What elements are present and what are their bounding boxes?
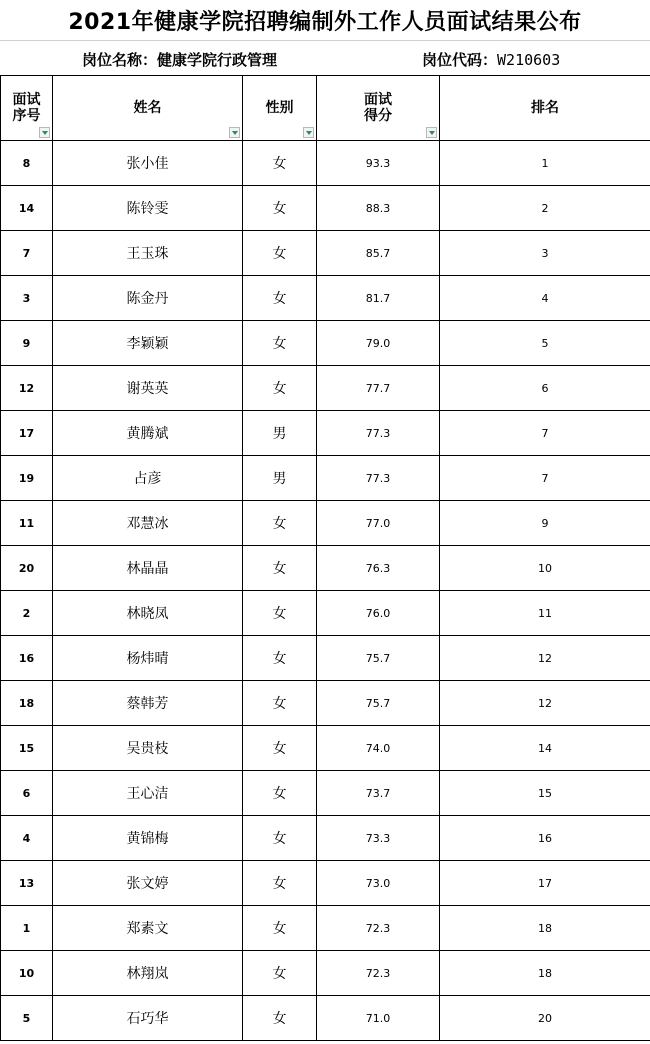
cell-seq[interactable]: 15 bbox=[1, 726, 53, 771]
cell-rank[interactable]: 4 bbox=[440, 276, 650, 321]
cell-gender[interactable]: 女 bbox=[243, 186, 317, 231]
cell-rank[interactable]: 20 bbox=[440, 996, 650, 1041]
filter-dropdown-icon[interactable] bbox=[303, 127, 314, 138]
cell-seq[interactable]: 2 bbox=[1, 591, 53, 636]
cell-name[interactable]: 谢英英 bbox=[53, 366, 243, 411]
cell-name[interactable]: 陈铃雯 bbox=[53, 186, 243, 231]
table-row bbox=[1, 681, 650, 726]
cell-score[interactable]: 81.7 bbox=[317, 276, 440, 321]
cell-score[interactable]: 76.0 bbox=[317, 591, 440, 636]
cell-rank[interactable]: 15 bbox=[440, 771, 650, 816]
cell-rank[interactable]: 18 bbox=[440, 951, 650, 996]
table-row bbox=[1, 186, 650, 231]
cell-score[interactable]: 75.7 bbox=[317, 681, 440, 726]
cell-score[interactable]: 88.3 bbox=[317, 186, 440, 231]
cell-name[interactable]: 王玉珠 bbox=[53, 231, 243, 276]
cell-seq[interactable]: 18 bbox=[1, 681, 53, 726]
header-seq-line1: 面试 bbox=[12, 92, 41, 108]
header-name-label: 姓名 bbox=[133, 100, 162, 116]
table-row bbox=[1, 141, 650, 186]
cell-gender[interactable]: 女 bbox=[243, 996, 317, 1041]
cell-rank[interactable]: 14 bbox=[440, 726, 650, 771]
table-row bbox=[1, 816, 650, 861]
table-row bbox=[1, 636, 650, 681]
cell-seq[interactable]: 6 bbox=[1, 771, 53, 816]
filter-dropdown-icon[interactable] bbox=[229, 127, 240, 138]
cell-name[interactable]: 林晓凤 bbox=[53, 591, 243, 636]
header-score-line1: 面试 bbox=[364, 92, 392, 108]
table-row bbox=[1, 771, 650, 816]
cell-name[interactable]: 吴贵枝 bbox=[53, 726, 243, 771]
position-code-label: 岗位代码： bbox=[422, 51, 498, 69]
cell-name[interactable]: 林晶晶 bbox=[53, 546, 243, 591]
position-code: W210603 bbox=[497, 51, 561, 69]
cell-rank[interactable]: 12 bbox=[440, 681, 650, 726]
cell-seq[interactable]: 20 bbox=[1, 546, 53, 591]
cell-gender[interactable]: 女 bbox=[243, 681, 317, 726]
results-table bbox=[0, 75, 650, 1041]
table-row bbox=[1, 996, 650, 1041]
sheet-title: 2021年健康学院招聘编制外工作人员面试结果公布 bbox=[0, 0, 650, 41]
cell-score[interactable]: 77.3 bbox=[317, 456, 440, 501]
cell-gender[interactable]: 女 bbox=[243, 906, 317, 951]
cell-rank[interactable]: 9 bbox=[440, 501, 650, 546]
cell-gender[interactable]: 女 bbox=[243, 546, 317, 591]
cell-rank[interactable]: 1 bbox=[440, 141, 650, 186]
cell-gender[interactable]: 女 bbox=[243, 726, 317, 771]
cell-score[interactable]: 74.0 bbox=[317, 726, 440, 771]
cell-score[interactable]: 77.7 bbox=[317, 366, 440, 411]
cell-seq[interactable]: 7 bbox=[1, 231, 53, 276]
cell-rank[interactable]: 7 bbox=[440, 456, 650, 501]
header-rank bbox=[440, 76, 650, 141]
cell-rank[interactable]: 5 bbox=[440, 321, 650, 366]
table-row bbox=[1, 231, 650, 276]
cell-rank[interactable]: 11 bbox=[440, 591, 650, 636]
table-row bbox=[1, 501, 650, 546]
header-score-line2: 得分 bbox=[364, 108, 392, 124]
cell-rank[interactable]: 3 bbox=[440, 231, 650, 276]
cell-gender[interactable]: 女 bbox=[243, 501, 317, 546]
table-row bbox=[1, 951, 650, 996]
filter-dropdown-icon[interactable] bbox=[39, 127, 50, 138]
cell-gender[interactable]: 女 bbox=[243, 816, 317, 861]
cell-seq[interactable]: 3 bbox=[1, 276, 53, 321]
header-gender bbox=[243, 76, 317, 141]
cell-name[interactable]: 杨炜晴 bbox=[53, 636, 243, 681]
cell-rank[interactable]: 7 bbox=[440, 411, 650, 456]
table-row bbox=[1, 726, 650, 771]
header-gender-label: 性别 bbox=[265, 100, 294, 116]
cell-name[interactable]: 林翔岚 bbox=[53, 951, 243, 996]
cell-score[interactable]: 73.0 bbox=[317, 861, 440, 906]
cell-name[interactable]: 占彦 bbox=[53, 456, 243, 501]
cell-seq[interactable]: 13 bbox=[1, 861, 53, 906]
table-row bbox=[1, 546, 650, 591]
cell-seq[interactable]: 17 bbox=[1, 411, 53, 456]
cell-gender[interactable]: 女 bbox=[243, 861, 317, 906]
cell-gender[interactable]: 女 bbox=[243, 321, 317, 366]
position-code-wrap bbox=[422, 49, 560, 70]
cell-score[interactable]: 72.3 bbox=[317, 906, 440, 951]
cell-score[interactable]: 72.3 bbox=[317, 951, 440, 996]
cell-name[interactable]: 李颖颖 bbox=[53, 321, 243, 366]
table-row bbox=[1, 411, 650, 456]
header-seq bbox=[1, 76, 53, 141]
cell-seq[interactable]: 19 bbox=[1, 456, 53, 501]
cell-gender[interactable]: 女 bbox=[243, 231, 317, 276]
cell-seq[interactable]: 10 bbox=[1, 951, 53, 996]
cell-gender[interactable]: 女 bbox=[243, 951, 317, 996]
cell-seq[interactable]: 12 bbox=[1, 366, 53, 411]
cell-score[interactable]: 77.3 bbox=[317, 411, 440, 456]
cell-name[interactable]: 张小佳 bbox=[53, 141, 243, 186]
subtitle-row bbox=[0, 40, 650, 76]
cell-rank[interactable]: 10 bbox=[440, 546, 650, 591]
cell-name[interactable]: 王心洁 bbox=[53, 771, 243, 816]
cell-rank[interactable]: 17 bbox=[440, 861, 650, 906]
header-rank-label: 排名 bbox=[531, 100, 559, 116]
header-score bbox=[317, 76, 440, 141]
cell-score[interactable]: 71.0 bbox=[317, 996, 440, 1041]
cell-seq[interactable]: 14 bbox=[1, 186, 53, 231]
cell-gender[interactable]: 女 bbox=[243, 276, 317, 321]
cell-seq[interactable]: 5 bbox=[1, 996, 53, 1041]
cell-seq[interactable]: 9 bbox=[1, 321, 53, 366]
cell-name[interactable]: 蔡韩芳 bbox=[53, 681, 243, 726]
header-row bbox=[1, 76, 650, 141]
cell-gender[interactable]: 女 bbox=[243, 771, 317, 816]
cell-name[interactable]: 邓慧冰 bbox=[53, 501, 243, 546]
cell-rank[interactable]: 2 bbox=[440, 186, 650, 231]
cell-name[interactable]: 陈金丹 bbox=[53, 276, 243, 321]
table-row bbox=[1, 591, 650, 636]
cell-seq[interactable]: 11 bbox=[1, 501, 53, 546]
cell-score[interactable]: 79.0 bbox=[317, 321, 440, 366]
position-name: 岗位名称：健康学院行政管理 bbox=[82, 51, 278, 69]
cell-gender[interactable]: 女 bbox=[243, 636, 317, 681]
cell-gender[interactable]: 女 bbox=[243, 591, 317, 636]
cell-gender[interactable]: 女 bbox=[243, 366, 317, 411]
cell-gender[interactable]: 男 bbox=[243, 456, 317, 501]
table-row bbox=[1, 366, 650, 411]
table-row bbox=[1, 276, 650, 321]
table-row bbox=[1, 321, 650, 366]
cell-name[interactable]: 石巧华 bbox=[53, 996, 243, 1041]
header-name bbox=[53, 76, 243, 141]
cell-name[interactable]: 黄腾斌 bbox=[53, 411, 243, 456]
cell-score[interactable]: 75.7 bbox=[317, 636, 440, 681]
filter-dropdown-icon[interactable] bbox=[426, 127, 437, 138]
cell-seq[interactable]: 16 bbox=[1, 636, 53, 681]
cell-rank[interactable]: 16 bbox=[440, 816, 650, 861]
cell-name[interactable]: 张文婷 bbox=[53, 861, 243, 906]
cell-rank[interactable]: 12 bbox=[440, 636, 650, 681]
header-seq-line2: 序号 bbox=[12, 108, 41, 124]
cell-score[interactable]: 73.7 bbox=[317, 771, 440, 816]
cell-seq[interactable]: 4 bbox=[1, 816, 53, 861]
cell-score[interactable]: 73.3 bbox=[317, 816, 440, 861]
cell-seq[interactable]: 8 bbox=[1, 141, 53, 186]
table-row bbox=[1, 456, 650, 501]
cell-rank[interactable]: 6 bbox=[440, 366, 650, 411]
table-row bbox=[1, 861, 650, 906]
cell-rank[interactable]: 18 bbox=[440, 906, 650, 951]
cell-gender[interactable]: 女 bbox=[243, 141, 317, 186]
table-row bbox=[1, 906, 650, 951]
cell-score[interactable]: 77.0 bbox=[317, 501, 440, 546]
cell-name[interactable]: 郑素文 bbox=[53, 906, 243, 951]
cell-score[interactable]: 93.3 bbox=[317, 141, 440, 186]
cell-score[interactable]: 76.3 bbox=[317, 546, 440, 591]
cell-seq[interactable]: 1 bbox=[1, 906, 53, 951]
cell-gender[interactable]: 男 bbox=[243, 411, 317, 456]
cell-name[interactable]: 黄锦梅 bbox=[53, 816, 243, 861]
cell-score[interactable]: 85.7 bbox=[317, 231, 440, 276]
